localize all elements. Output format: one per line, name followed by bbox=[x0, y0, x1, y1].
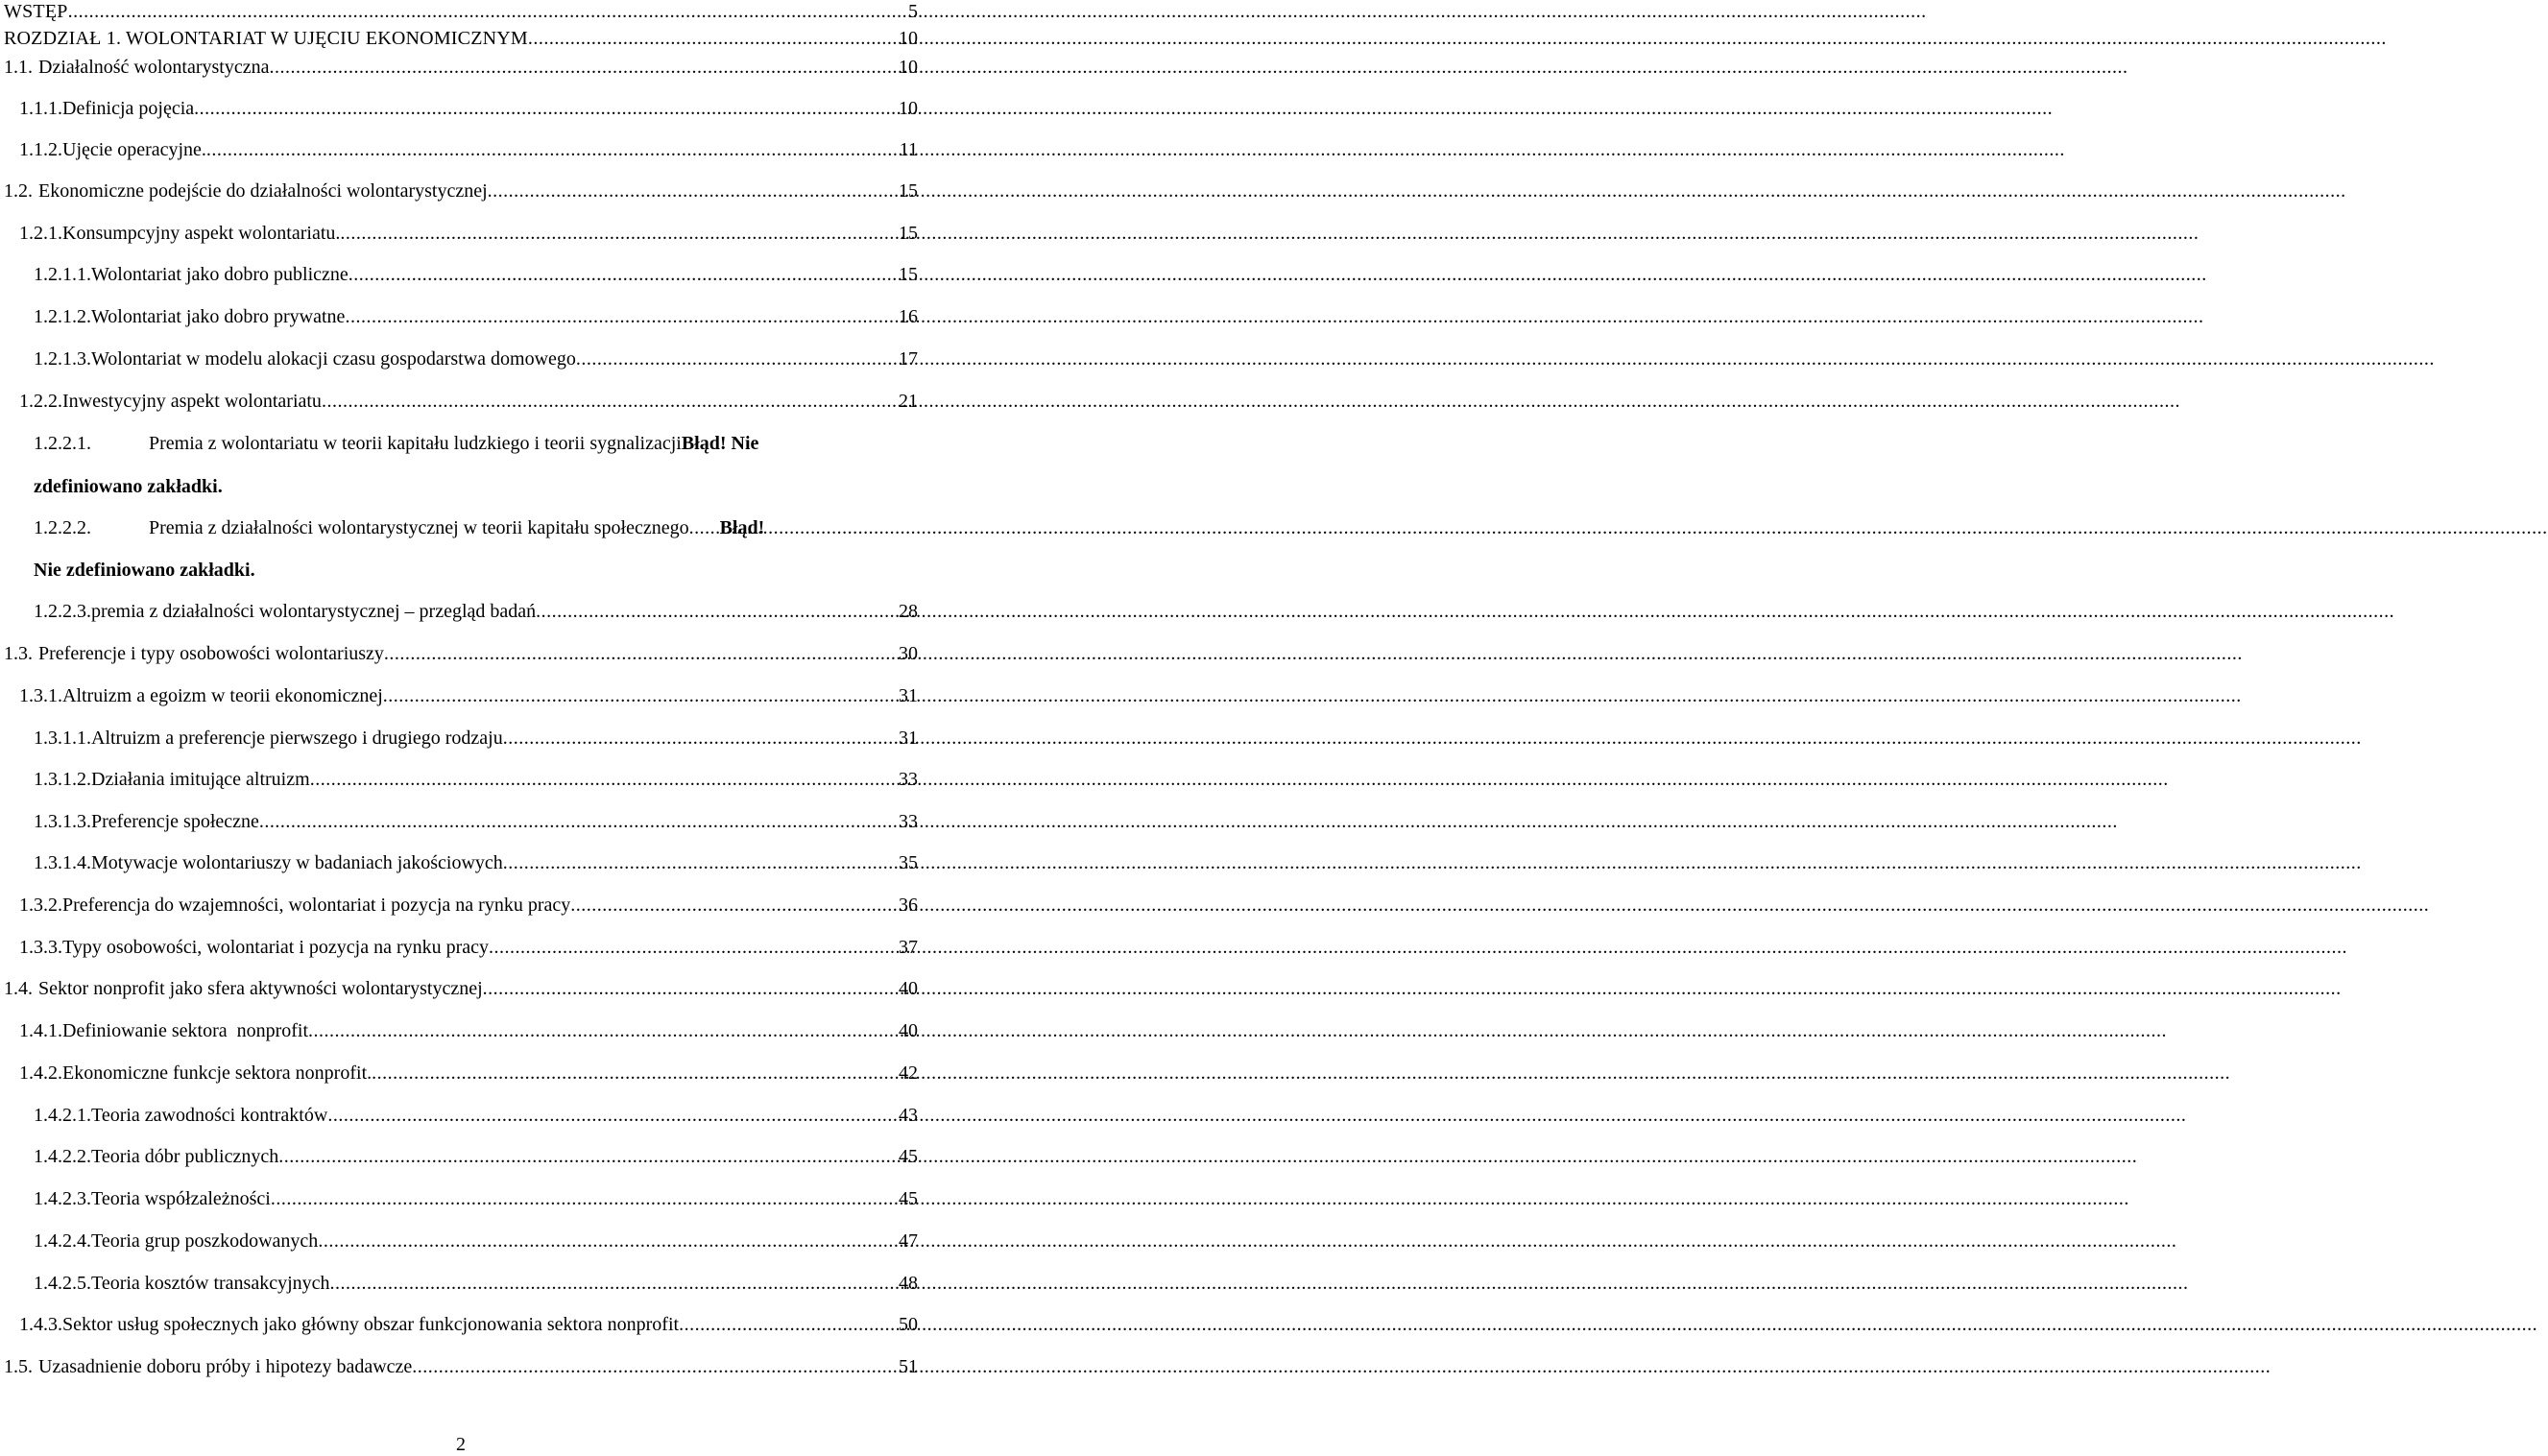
toc-entry-page: 47 bbox=[899, 1230, 918, 1252]
toc-entry-number: 1.3.1.4. bbox=[34, 852, 91, 873]
toc-entry-title: Teoria zawodności kontraktów bbox=[91, 1105, 328, 1126]
toc-leader-dots bbox=[383, 684, 899, 707]
toc-entry[interactable] bbox=[4, 56, 918, 79]
toc-leader-dots bbox=[483, 977, 899, 1000]
toc-entry-title: Preferencje społeczne bbox=[91, 811, 259, 832]
toc-entry-page: 10 bbox=[899, 57, 918, 78]
toc-leader-dots bbox=[372, 1062, 899, 1085]
toc-entry-number: 1.1.1. bbox=[19, 98, 62, 119]
toc-entry-title: Teoria grup poszkodowanych bbox=[91, 1230, 319, 1252]
toc-entry-number: 1.2.1.3. bbox=[34, 348, 91, 370]
toc-leader-dots bbox=[345, 305, 899, 328]
toc-leader-dots bbox=[503, 851, 899, 874]
toc-leader-dots bbox=[259, 810, 899, 833]
toc-entry[interactable] bbox=[34, 851, 918, 874]
toc-entry-page: 16 bbox=[899, 306, 918, 327]
toc-leader-dots bbox=[488, 179, 899, 203]
toc-entry[interactable] bbox=[19, 936, 918, 959]
toc-entry-number: 1.4.2.1. bbox=[34, 1105, 91, 1126]
toc-entry[interactable] bbox=[34, 305, 918, 328]
toc-entry-title: Wolontariat jako dobro prywatne bbox=[91, 306, 346, 327]
toc-leader-dots bbox=[503, 727, 899, 750]
toc-entry-title: Wolontariat jako dobro publiczne bbox=[91, 264, 349, 285]
toc-entry-page: 11 bbox=[899, 139, 918, 160]
toc-entry-title: Konsumpcyjny aspekt wolontariatu. bbox=[62, 223, 341, 244]
toc-entry-page: 35 bbox=[899, 852, 918, 873]
toc-entry-number: 1.2.1.1. bbox=[34, 264, 91, 285]
toc-entry-number: 1.5. bbox=[4, 1356, 33, 1377]
toc-entry-title: Teoria współzależności bbox=[91, 1188, 271, 1209]
toc-entry-number: 1.1. bbox=[4, 57, 33, 78]
toc-entry-page: 15 bbox=[899, 180, 918, 202]
toc-entry-title: Ekonomiczne podejście do działalności wolontarystycznej bbox=[38, 180, 488, 202]
toc-leader-dots bbox=[536, 600, 899, 623]
toc-leader-dots bbox=[340, 222, 899, 245]
toc-entry[interactable] bbox=[19, 1062, 918, 1085]
toc-entry-number: 1.4.1. bbox=[19, 1020, 62, 1041]
toc-entry-page: 51 bbox=[899, 1356, 918, 1377]
toc-entry-number: 1.3. bbox=[4, 643, 33, 664]
toc-entry[interactable] bbox=[4, 1355, 918, 1378]
toc-leader-dots bbox=[206, 138, 900, 161]
toc-leader-dots bbox=[330, 1272, 899, 1295]
toc-entry-number: 1.2.2.1. bbox=[34, 433, 91, 454]
toc-leader-dots bbox=[194, 97, 899, 120]
toc-entry[interactable] bbox=[34, 810, 918, 833]
toc-entry-number: 1.4.2.4. bbox=[34, 1230, 91, 1252]
toc-entry-page: 15 bbox=[899, 264, 918, 285]
toc-entry-page: 37 bbox=[899, 937, 918, 958]
toc-entry[interactable] bbox=[19, 894, 918, 917]
toc-entry-number: 1.2.2. bbox=[19, 391, 62, 412]
toc-entry-title: Teoria dóbr publicznych bbox=[91, 1146, 279, 1167]
toc-entry-title: Wolontariat w modelu alokacji czasu gospodarstwa domowego bbox=[91, 348, 576, 370]
toc-entry-page: 40 bbox=[899, 1020, 918, 1041]
toc-leader-dots bbox=[269, 56, 899, 79]
toc-entry-page: 40 bbox=[899, 978, 918, 999]
toc-leader-dots bbox=[489, 936, 899, 959]
toc-entry-page: 33 bbox=[899, 769, 918, 790]
toc-leader-dots bbox=[322, 390, 899, 413]
toc-entry-number: 1.3.1.1. bbox=[34, 728, 91, 749]
toc-entry-number: 1.4.2.2. bbox=[34, 1146, 91, 1167]
toc-entry[interactable] bbox=[19, 1313, 918, 1336]
toc-entry-number: 1.2.1. bbox=[19, 223, 62, 244]
toc-entry-number: 1.3.1.3. bbox=[34, 811, 91, 832]
toc-entry-title: Typy osobowości, wolontariat i pozycja na rynku pracy bbox=[62, 937, 490, 958]
toc-entry-title: Definicja pojęcia bbox=[62, 98, 195, 119]
toc-entry-title: ROZDZIAŁ 1. WOLONTARIAT W UJĘCIU EKONOMICZNYM bbox=[4, 28, 528, 49]
toc-leader-dots bbox=[528, 27, 899, 50]
toc-entry[interactable] bbox=[19, 222, 918, 245]
toc-entry-title: Sektor nonprofit jako sfera aktywności wolontarystycznej bbox=[38, 978, 483, 999]
toc-entry-page: 33 bbox=[899, 811, 918, 832]
toc-entry-number: 1.4.2.5. bbox=[34, 1273, 91, 1294]
toc-entry[interactable] bbox=[19, 390, 918, 413]
toc-entry-number: 1.4. bbox=[4, 978, 33, 999]
toc-entry-title: Premia z działalności wolontarystycznej w teorii kapitału społecznego bbox=[149, 517, 689, 538]
toc-entry-title: Altruizm a egoizm w teorii ekonomicznej bbox=[62, 685, 383, 706]
toc-entry-title: Sektor usług społecznych jako główny obszar funkcjonowania sektora nonprofit bbox=[62, 1314, 680, 1335]
page-number: 2 bbox=[456, 1434, 466, 1455]
toc-entry-page: 43 bbox=[899, 1105, 918, 1126]
toc-entry-title: Premia z wolontariatu w teorii kapitału ludzkiego i teorii sygnalizacji bbox=[149, 433, 682, 454]
toc-entry-title: Teoria kosztów transakcyjnych bbox=[91, 1273, 330, 1294]
toc-entry-title: Preferencja do wzajemności, wolontariat i pozycja na rynku pracy bbox=[62, 895, 571, 916]
toc-leader-dots bbox=[570, 894, 899, 917]
toc-entry-title: Działalność wolontarystyczna bbox=[38, 57, 270, 78]
toc-entry-error-continued: zdefiniowano zakładki. bbox=[34, 476, 223, 497]
toc-entry[interactable] bbox=[4, 977, 918, 1000]
toc-entry[interactable] bbox=[34, 516, 918, 539]
toc-entry-title: Preferencje i typy osobowości wolontariuszy bbox=[38, 643, 384, 664]
toc-entry-page: 31 bbox=[899, 728, 918, 749]
toc-entry-number: 1.3.2. bbox=[19, 895, 62, 916]
toc-entry-number: 1.3.1.2. bbox=[34, 769, 91, 790]
toc-entry-title: premia z działalności wolontarystycznej – przegląd badań bbox=[91, 601, 537, 622]
toc-entry-title: Ujęcie operacyjne. bbox=[62, 139, 206, 160]
toc-entry-title: Ekonomiczne funkcje sektora nonprofit. bbox=[62, 1062, 373, 1084]
toc-leader-dots bbox=[271, 1187, 899, 1210]
toc-entry-page: 15 bbox=[899, 223, 918, 244]
toc-entry[interactable] bbox=[4, 642, 918, 665]
toc-entry-title: Definiowanie sektora nonprofit bbox=[62, 1020, 309, 1041]
toc-entry[interactable] bbox=[34, 347, 918, 370]
toc-leader-dots bbox=[576, 347, 899, 370]
toc-leader-dots bbox=[349, 263, 899, 286]
toc-entry[interactable] bbox=[4, 27, 918, 50]
toc-entry-title: Altruizm a preferencje pierwszego i drugiego rodzaju bbox=[91, 728, 503, 749]
toc-entry[interactable] bbox=[34, 263, 918, 286]
toc-entry[interactable] bbox=[19, 1019, 918, 1042]
toc-entry-number: 1.3.3. bbox=[19, 937, 62, 958]
toc-entry-page: 28 bbox=[899, 601, 918, 622]
toc-leader-dots bbox=[689, 516, 720, 539]
toc-entry[interactable] bbox=[34, 1145, 918, 1168]
toc-entry-error-continued: Nie zdefiniowano zakładki. bbox=[34, 560, 255, 581]
toc-leader-dots bbox=[384, 642, 899, 665]
toc-entry-number: 1.3.1. bbox=[19, 685, 62, 706]
toc-entry-page: 10 bbox=[899, 28, 918, 49]
toc-entry-page: 17 bbox=[899, 348, 918, 370]
toc-entry-number: 1.2. bbox=[4, 180, 33, 202]
toc-entry[interactable] bbox=[34, 1272, 918, 1295]
toc-leader-dots bbox=[310, 768, 899, 791]
toc-entry-page: 5 bbox=[908, 1, 918, 22]
toc-leader-dots bbox=[679, 1313, 899, 1336]
toc-leader-dots bbox=[318, 1229, 899, 1253]
toc-entry-number: 1.2.2.3. bbox=[34, 601, 91, 622]
toc-entry-title: Motywacje wolontariuszy w badaniach jakościowych bbox=[91, 852, 503, 873]
toc-entry-page: 30 bbox=[899, 643, 918, 664]
toc-entry-number: 1.4.2.3. bbox=[34, 1188, 91, 1209]
toc-leader-dots bbox=[308, 1019, 899, 1042]
toc-entry[interactable] bbox=[19, 138, 918, 161]
toc-entry-page: 21 bbox=[899, 391, 918, 412]
toc-entry-title: Uzasadnienie doboru próby i hipotezy badawcze bbox=[38, 1356, 413, 1377]
toc-entry-error: Błąd! bbox=[719, 517, 765, 538]
toc-entry[interactable] bbox=[4, 0, 918, 23]
toc-entry-page: 50 bbox=[899, 1314, 918, 1335]
toc-leader-dots bbox=[278, 1145, 899, 1168]
toc-entry[interactable] bbox=[34, 768, 918, 791]
toc-entry[interactable] bbox=[34, 432, 918, 455]
toc-leader-dots bbox=[327, 1104, 899, 1127]
toc-entry-page: 31 bbox=[899, 685, 918, 706]
toc-entry[interactable] bbox=[34, 1229, 918, 1253]
toc-entry-error: Błąd! Nie bbox=[681, 433, 759, 454]
toc-entry-title: WSTĘP bbox=[4, 1, 68, 22]
toc-entry-number: 1.2.1.2. bbox=[34, 306, 91, 327]
toc-entry-number: 1.4.2. bbox=[19, 1062, 62, 1084]
toc-entry[interactable] bbox=[34, 727, 918, 750]
toc-entry[interactable] bbox=[4, 179, 918, 203]
toc-entry[interactable] bbox=[34, 1104, 918, 1127]
toc-entry-page: 45 bbox=[899, 1146, 918, 1167]
toc-entry-number: 1.1.2. bbox=[19, 139, 62, 160]
toc-entry[interactable] bbox=[34, 1187, 918, 1210]
toc-entry[interactable] bbox=[19, 97, 918, 120]
toc-entry-page: 10 bbox=[899, 98, 918, 119]
toc-entry-page: 45 bbox=[899, 1188, 918, 1209]
toc-entry-page: 42 bbox=[899, 1062, 918, 1084]
toc-leader-dots bbox=[412, 1355, 899, 1378]
document-page bbox=[0, 0, 922, 1454]
toc-entry-page: 48 bbox=[899, 1273, 918, 1294]
toc-entry-number: 1.4.3. bbox=[19, 1314, 62, 1335]
toc-leader-dots bbox=[68, 0, 908, 23]
toc-entry-number: 1.2.2.2. bbox=[34, 517, 91, 538]
toc-entry-title: Działania imitujące altruizm bbox=[91, 769, 310, 790]
toc-entry-page: 36 bbox=[899, 895, 918, 916]
toc-entry-title: Inwestycyjny aspekt wolontariatu bbox=[62, 391, 322, 412]
toc-entry[interactable] bbox=[19, 684, 918, 707]
toc-entry[interactable] bbox=[34, 600, 918, 623]
